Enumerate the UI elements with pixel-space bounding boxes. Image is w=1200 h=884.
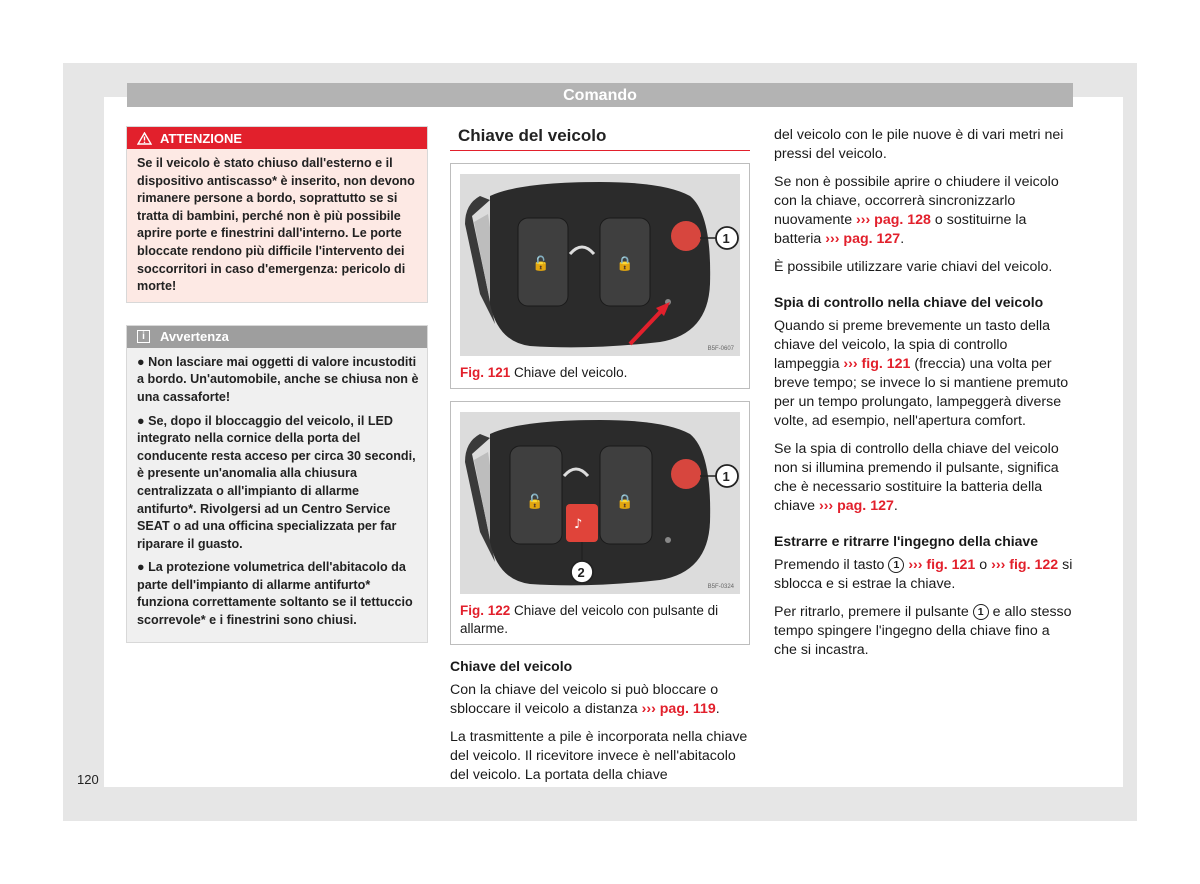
page-number: 120 [77, 772, 99, 787]
figure-122-caption [451, 594, 749, 644]
punctuation: . [900, 231, 905, 247]
page-reference-link[interactable]: ››› pag. 127 [825, 231, 901, 247]
figure-121 [450, 163, 750, 389]
svg-text:🔒: 🔒 [616, 256, 634, 272]
paragraph-text: o sostituirne la batteria [774, 212, 1027, 247]
warning-header [127, 127, 427, 149]
paragraph-text: Se non è possibile aprire o chiudere il veicolo con la chiave, occorrerà sincronizzarlo nuovamente [774, 174, 1059, 228]
figure-label: Fig. 122 [460, 603, 511, 618]
page-reference-link[interactable]: ››› pag. 119 [641, 701, 716, 717]
subheading: Chiave del veicolo [450, 658, 573, 674]
paragraph: È possibile utilizzare varie chiavi del veicolo. [774, 259, 1053, 275]
warning-box [126, 126, 428, 303]
paragraph-text: o [979, 557, 988, 573]
left-column [126, 126, 428, 643]
warning-text: Se il veicolo è stato chiuso dall'esterno e il dispositivo antiscasso* è inserito, non devono rimanere persone a bordo, soprattutto se si tratta di bambini, perché non è più possibile aprire porte e finestrini dall'interno. Le porte bloccate rendono più difficile l'intervento dei soccorritori in caso d'emergenza: pericolo di morte! [137, 156, 415, 294]
callout-number: 1 [888, 557, 904, 573]
callout-number: 1 [973, 604, 989, 620]
info-icon: i [137, 330, 150, 343]
svg-text:1: 1 [722, 231, 730, 246]
right-column [774, 126, 1074, 669]
note-title: Avvertenza [160, 329, 229, 345]
paragraph-text: Con la chiave del veicolo si può bloccare o sbloccare il veicolo a distanza [450, 682, 719, 717]
svg-text:🔓: 🔓 [532, 256, 550, 272]
svg-text:♪: ♪ [574, 517, 583, 532]
note-header [127, 326, 427, 348]
warning-triangle-icon [137, 132, 152, 145]
paragraph-text: Quando si preme brevemente un tasto della chiave del veicolo, la spia di controllo lampeggia [774, 318, 1051, 372]
paragraph-text: Per ritrarlo, premere il pulsante [774, 604, 969, 620]
svg-text:1: 1 [722, 469, 730, 484]
svg-text:🔒: 🔒 [616, 494, 634, 510]
paragraph [774, 440, 1074, 516]
paragraph-text: si sblocca e si estrae la chiave. [774, 557, 1073, 592]
punctuation: . [715, 701, 720, 717]
figure-caption-text: Chiave del veicolo con pulsante di allarme. [460, 603, 719, 636]
figure-reference-link[interactable]: ››› fig. 121 [843, 356, 911, 372]
note-box [126, 325, 428, 643]
punctuation: . [893, 498, 898, 514]
subheading: Estrarre e ritrarre l'ingegno della chiave [774, 533, 1038, 549]
paragraph-text: Premendo il tasto [774, 557, 885, 573]
figure-122-image [460, 412, 740, 594]
paragraph [774, 317, 1074, 431]
paragraph-text: e allo stesso tempo spingere l'ingegno della chiave fino a che si incastra. [774, 604, 1072, 658]
car-key-illustration [460, 174, 740, 356]
page-reference-link[interactable]: ››› pag. 127 [818, 498, 894, 514]
figure-label: Fig. 121 [460, 365, 511, 380]
section-title: Chiave del veicolo [450, 126, 750, 151]
page-reference-link[interactable]: ››› pag. 128 [856, 212, 931, 228]
warning-title: ATTENZIONE [160, 130, 243, 146]
paragraph-text: Se la spia di controllo della chiave del veicolo non si illumina premendo il pulsante, significa che è necessario sostituire la batteria della chiave [774, 441, 1059, 514]
note-item: ● Se, dopo il bloccaggio del veicolo, il LED integrato nella cornice della porta del conducente resta acceso per circa 30 secondi, è presente un'anomalia alla chiusura centralizzata o all'impianto di allarme antifurto*. Rivolgersi ad un Centro Service SEAT o ad una officina specializzata per far riparare il guasto. [137, 413, 416, 551]
svg-text:🔓: 🔓 [526, 494, 544, 510]
paragraph [450, 681, 750, 719]
car-key-alarm-illustration [460, 412, 740, 594]
paragraph-text: (freccia) una volta per breve tempo; se invece lo si mantiene premuto per un tempo prolungato, lampeggerà diverse volte, ad esempio, nell'apertura comfort. [774, 356, 1069, 429]
middle-column [450, 126, 750, 794]
paragraph [774, 603, 1074, 660]
figure-122 [450, 401, 750, 645]
svg-text:2: 2 [577, 565, 585, 580]
figure-reference-link[interactable]: ››› fig. 122 [991, 557, 1059, 573]
figure-code: B5F-0607 [707, 346, 734, 352]
paragraph [774, 173, 1074, 249]
paragraph [774, 556, 1074, 594]
paragraph: La trasmittente a pile è incorporata nella chiave del veicolo. Il ricevitore invece è nell'abitacolo del veicolo. La portata della chiave [450, 729, 748, 783]
chapter-header: Comando [127, 83, 1073, 107]
note-item: ● La protezione volumetrica dell'abitacolo da parte dell'impianto di allarme antifurto* funziona correttamente soltanto se il tettuccio scorrevole* e i finestrini sono chiusi. [137, 560, 413, 628]
figure-121-caption [451, 356, 749, 388]
figure-121-image [460, 174, 740, 356]
figure-reference-link[interactable]: ››› fig. 121 [908, 557, 976, 573]
figure-caption-text: Chiave del veicolo. [514, 365, 628, 380]
note-item: ● Non lasciare mai oggetti di valore incustoditi a bordo. Un'automobile, anche se chiusa non è una cassaforte! [137, 354, 419, 404]
paragraph: del veicolo con le pile nuove è di vari metri nei pressi del veicolo. [774, 127, 1064, 162]
note-body [127, 348, 427, 642]
subheading: Spia di controllo nella chiave del veicolo [774, 294, 1044, 310]
figure-code: B5F-0324 [707, 584, 734, 590]
